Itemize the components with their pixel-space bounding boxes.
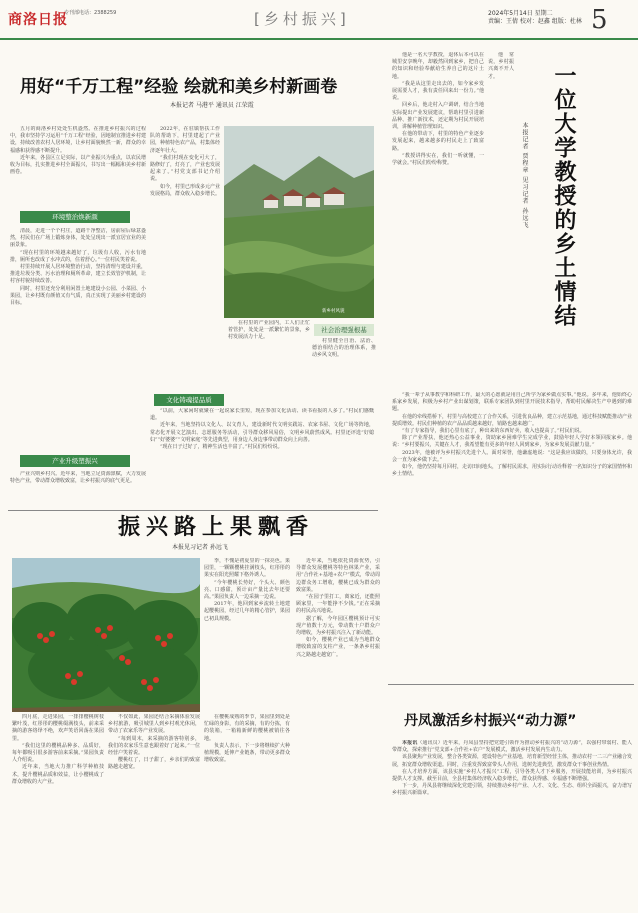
village-photo-image — [224, 126, 374, 318]
subhead-4: 社会治理强根基 — [314, 324, 374, 336]
page-number: 5 — [591, 5, 608, 35]
photo-caption: 新乡村风貌 — [322, 309, 345, 314]
divider — [388, 684, 634, 685]
cherry-photo — [12, 558, 200, 712]
article-text-column: 2022年，在驻镇帮扶工作队的帮助下，村里建起了产业园，种植特色农产品，村集体经济逐年壮大。 “我们村现在变化可大了，路修好了，灯亮了，产业也发展起来了。”村党支部书记介绍说。 如今，村里已形成多元产业发展格局，群众收入稳步增长。 — [150, 126, 220, 197]
headline-danfeng: 丹凤激活乡村振兴“动力源” — [404, 713, 577, 729]
byline-danfeng: 本报讯 — [402, 740, 418, 746]
byline-fruit: 本报见习记者 孙远飞 — [172, 544, 228, 551]
byline-main: 本报记者 马港平 通讯员 江荣霞 — [170, 102, 254, 109]
village-photo — [224, 126, 374, 318]
article-text-column: 村里健全自治、法治、德治相结合的治理体系，推动乡风文明。 — [312, 338, 376, 359]
subhead-3: 产业升级塑振兴 — [20, 455, 130, 467]
headline-professor: 一位大学教授的乡土情结 — [551, 64, 576, 328]
article-text-column: 清晨，走进一个个村庄，道路干净整洁，房前屋后绿意盎然，村民们在广场上锻炼身体，处处呈现出一派宜居宜业的美丽景象。 “现在村里的环境越来越好了，垃圾有人收，污水有地排，厕所也改成了水冲式的，住着舒心。”一位村民笑着说。 村里持续开展人居环境整治行动，坚持清理与建设并重，推进垃圾分类、污水治理和厕所革命，建立长效管护机制，让村容村貌持续改善。 同时，村里还充分利用闲置土地建设小公园、小菜园、小果园，让乡村既有颜值又有气质，真正实现了美丽乡村建设的目标。 — [10, 228, 146, 307]
article-text-column: 产业兴则乡村兴。近年来，当地立足资源禀赋，大力发展特色产业，带动群众增收致富，让乡村振兴的底气更足。 — [10, 471, 146, 485]
newspaper-logo: 商洛日报 — [8, 12, 68, 28]
section-title: [乡村振兴] — [254, 10, 350, 28]
masthead-info: 专刊部电话：2388259 — [64, 10, 117, 16]
article-text-column: 他是一名大学教授，退休后本可以在城里安享晚年，却毅然回到家乡，把自己的知识和经验奉献给生养自己的这片土地。 “我是从这里走出去的，如今家乡发展需要人才，我有责任回来出一份力。”他说。 回乡后，他走村入户调研，结合当地实际提出产业发展建议，帮助村里引进新品种、推广新技术，还定期为村民开展培训，讲解种植管理知识。 在他的带动下，村里的特色产业逐步发展起来，越来越多的村民走上了致富路。 “教授讲得实在，我们一听就懂，一学就会。”村民们纷纷称赞。 — [392, 52, 484, 167]
article-text-column: 五月的商洛乡村处处生机盎然。在推进乡村振兴的过程中，我市坚持学习运用“千万工程”经验，因地制宜推进乡村建设，持续改善农村人居环境，让乡村面貌焕然一新，群众的幸福感和获得感不断提升。 近年来，各县区立足实际，以产业振兴为重点，以农民增收为目标，扎实推进乡村全面振兴，书写出一幅幅和美乡村新画卷。 — [10, 126, 146, 176]
subhead-2: 文化铸魂提品质 — [154, 394, 224, 406]
article-text-column: 季，不愧是初夏里的一抹亮色。果园里，一颗颗樱桃挂满枝头，红彤彤的果实在阳光照耀下格外诱人。 “今年樱桃长势好，个头大、颜色亮、口感甜，预计亩产量比去年还要高。”果园负责人一边采摘一边说。 2017年，他回到家乡流转土地建起樱桃园，经过几年的精心管护，果园已初具规模。 — [204, 558, 290, 622]
article-text-column: 在村里的产业园内，工人们正忙着管护，处处是一派繁忙的景象，乡村发展活力十足。 — [228, 320, 310, 341]
article-text-column: 本报讯（通讯员）近年来，丹凤县坚持把党建引领作为推动乡村振兴的“动力源”，以强村带弱村、能人带群众，探索推行“党支部+合作社+农户”发展模式，激活乡村发展内生动力。 该县聚焦产业发展，整合各类资源，建设特色产业基地，培育新型经营主体，推动农村一二三产业融合发展，拓宽群众增收渠道。同时，注重发挥致富带头人作用，选树先进典型，激发群众干事创业热情。 在人才培养方面，该县实施“乡村人才振兴”工程，引导各类人才下乡服务，开展技能培训，为乡村振兴提供人才支撑。截至目前，全县村集体经济收入稳步增长，群众获得感、幸福感不断增强。 下一步，丹凤县将继续深化党建引领，持续推动乡村产业、人才、文化、生态、组织全面振兴，奋力谱写乡村振兴新篇章。 — [392, 740, 632, 797]
issue-date: 2024年5月14日 星期二 责编：王倩 校对：赵鑫 组版：杜林 — [488, 10, 582, 25]
article-text-column: 四月底，走进果园，一排排樱桃树枝繁叶茂，红彤彤的樱桃缀满枝头，前来采摘的游客络绎不绝，欢声笑语回荡在果园里。 “我们这里的樱桃品种多、品质好，每年都吸引很多游客前来采摘。”果园负责人介绍说。 近年来，当地大力推广科学种植技术，提升樱桃品质和效益，让小樱桃成了群众增收的大产业。 — [12, 714, 104, 785]
byline-professor: 本报记者 贾程章 见习记者 孙远飞 — [521, 122, 528, 229]
headline-main: 用好“千万工程”经验 绘就和美乡村新画卷 — [20, 77, 338, 97]
headline-fruit: 振兴路上果飘香 — [118, 515, 315, 540]
subhead-1: 环境整治焕新颜 — [20, 211, 130, 223]
cherry-photo-image — [12, 558, 200, 712]
article-text-column: 他常说，乡村振兴离不开人才。 — [488, 52, 514, 80]
article-text-column: “我一辈子从事教学和科研工作，最大的心愿就是用自己所学为家乡做点实事。”他说。多年来，他始终心系家乡发展，积极为乡村产业出谋划策，联系专家团队到村里开展技术指导，帮助村民解决生产中遇到的难题。 在他的牵线搭桥下，村里与高校建立了合作关系，引进优良品种，建立示范基地，通过科技赋能推动产业提质增效。村民们种植的农产品品质越来越好，销路也越来越广。 “有了专家指导，我们心里有底了，种出来的东西好卖，收入也提高了。”村民们说。 除了产业帮扶，他还热心公益事业，资助家乡困难学生完成学业，鼓励年轻人学好本领回报家乡。他说：“乡村要振兴，关键在人才，我希望能有更多的年轻人回到家乡，为家乡发展贡献力量。” 2023年，他被评为乡村振兴先进个人。面对荣誉，他谦虚地说：“这是我应该做的，只要身体允许，我会一直为家乡做下去。” 如今，他仍坚持每月回村，走访田间地头，了解村民需求，用实际行动诠释着一名知识分子的家国情怀和乡土情结。 — [392, 392, 632, 478]
article-text-column: 在樱桃成熟的季节，果园里到处是忙碌的身影，有的采摘，有的分拣，有的装箱，一箱箱新鲜的樱桃被销往各地。 负责人表示，下一步将继续扩大种植规模，延伸产业链条，带动更多群众增收致富。 — [204, 714, 290, 764]
masthead — [0, 0, 638, 40]
article-text-column: 不仅如此，果园还结合采摘体验发展乡村旅游，吸引城里人到乡村观光休闲，带动了农家乐等产业发展。 “每到周末，来采摘的游客特别多，我们的农家乐生意也跟着好了起来。”一位经营户笑着说。 樱桃红了，日子甜了，乡亲们的致富路越走越宽。 — [108, 714, 200, 771]
article-text-column: “以前，大家闲时就聚在一起说家长里短，现在参加文化活动、读书看报的人多了。”村民们感慨道。 近年来，当地坚持以文化人、以文育人，建设新时代文明实践站、农家书屋、文化广场等阵地，常态化开展文艺演出、志愿服务等活动，引导群众移风易俗，文明乡风蔚然成风。村里还评选“好媳妇”“好婆婆”“文明家庭”等先进典型，用身边人身边事带动群众向上向善。 “现在日子过好了，精神生活也丰富了。”村民们纷纷说。 — [150, 408, 374, 451]
article-text-column: 近年来，当地依托资源优势，引导群众发展樱桃等特色林果产业，采用“合作社+基地+农户”模式，带动周边群众务工增收，樱桃已成为群众的致富果。 “在园子里打工，离家近，还能照顾家里，一年能挣不少钱。”正在采摘的村民高兴地说。 据了解，今年园区樱桃预计可实现产值数十万元，带动数十户群众户均增收，为乡村振兴注入了新动能。 如今，樱桃产业已成为当地群众增收致富的支柱产业，一条条乡村振兴之路越走越宽广。 — [296, 558, 380, 658]
